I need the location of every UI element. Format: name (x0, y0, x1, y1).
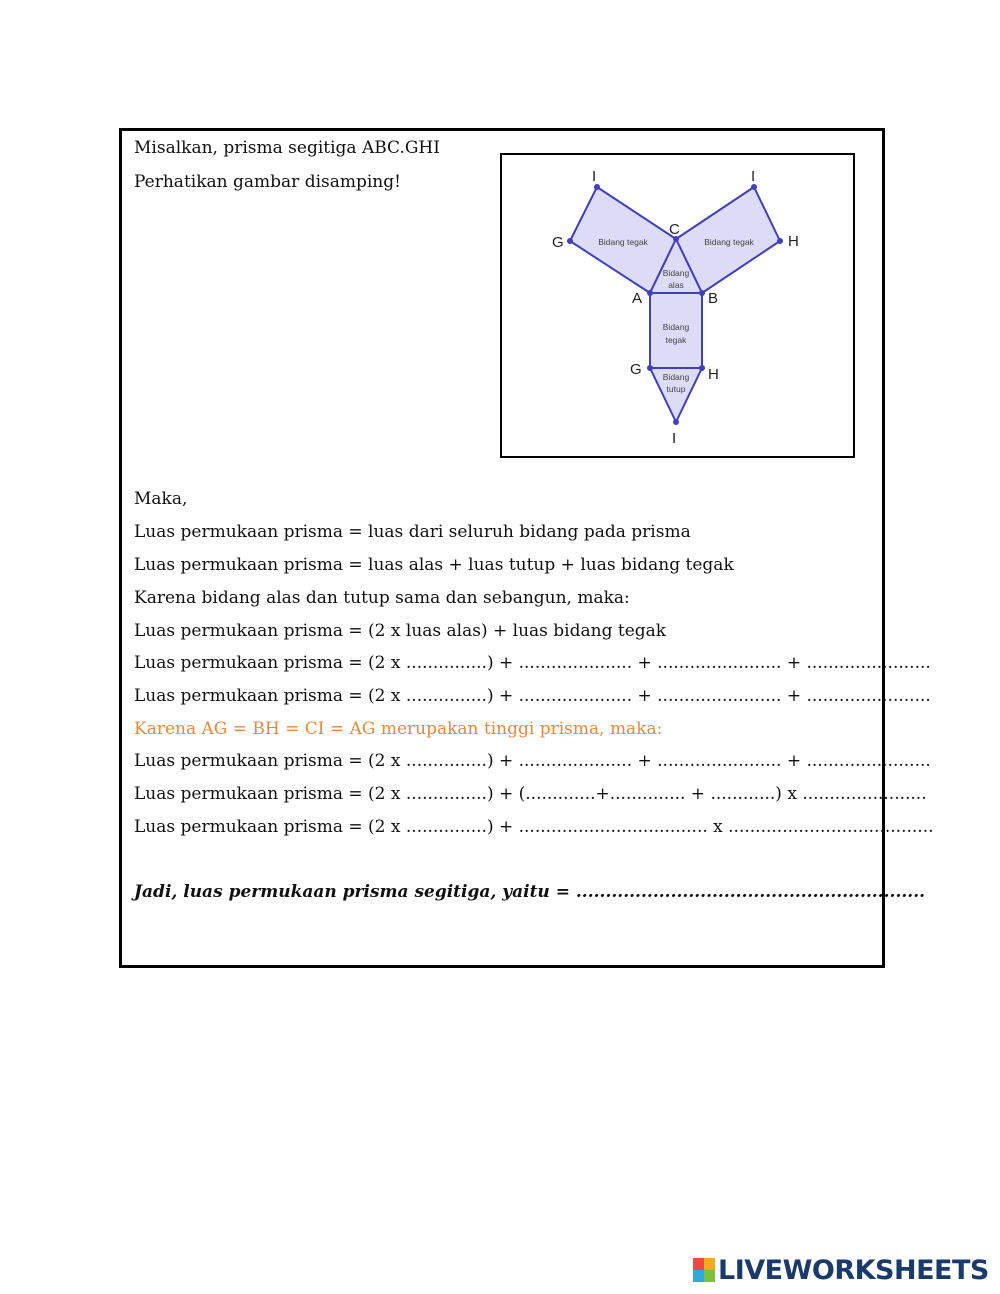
label-G-bottom: G (630, 361, 642, 378)
label-I-bottom: I (672, 430, 677, 447)
label-C: C (669, 221, 680, 238)
formula-line-3: Luas permukaan prisma = (2 x luas alas) + luas bidang tegak (134, 621, 667, 641)
label-I-right: I (751, 168, 756, 185)
face-label-alas-2: alas (668, 280, 684, 290)
label-H-bottom: H (708, 366, 719, 383)
intro-line: Misalkan, prisma segitiga ABC.GHI (134, 138, 440, 158)
prism-net-figure (500, 153, 855, 458)
face-label-mid-1: Bidang (662, 322, 690, 332)
formula-line-1: Luas permukaan prisma = luas dari seluruh bidang pada prisma (134, 522, 691, 542)
face-label-tegak-left: Bidang tegak (598, 237, 648, 247)
face-label-tutup-1: Bidang (662, 372, 690, 382)
logo-mark-icon (693, 1258, 715, 1282)
fill-line-2[interactable]: Luas permukaan prisma = (2 x ...............) + ..................... + ....................... + ....................... (134, 686, 931, 706)
face-label-mid-2: tegak (665, 335, 687, 345)
face-label-tegak-right: Bidang tegak (704, 237, 754, 247)
label-G-left: G (552, 234, 564, 251)
face-label-tutup-2: tutup (666, 384, 686, 394)
label-I-left: I (592, 168, 597, 185)
logo-text: LIVEWORKSHEETS (718, 1254, 989, 1286)
label-H-right: H (788, 233, 799, 250)
formula-line-2: Luas permukaan prisma = luas alas + luas tutup + luas bidang tegak (134, 555, 734, 575)
liveworksheets-logo (693, 1255, 989, 1285)
prism-net-diagram (502, 155, 853, 456)
fill-line-4[interactable]: Luas permukaan prisma = (2 x ...............) + (.............+.............. + ............) x ....................... (134, 784, 927, 804)
label-A: A (632, 290, 643, 307)
instruction-line: Perhatikan gambar disamping! (134, 172, 401, 192)
label-B: B (708, 290, 719, 307)
face-label-alas-1: Bidang (662, 268, 690, 278)
conclusion-line[interactable]: Jadi, luas permukaan prisma segitiga, yaitu = ........................................................... (134, 882, 926, 902)
explanation-line: Karena bidang alas dan tutup sama dan sebangun, maka: (134, 588, 630, 608)
fill-line-1[interactable]: Luas permukaan prisma = (2 x ...............) + ..................... + ....................... + ....................... (134, 653, 931, 673)
height-note-line: Karena AG = BH = CI = AG merupakan tinggi prisma, maka: (134, 719, 663, 739)
fill-line-5[interactable]: Luas permukaan prisma = (2 x ...............) + ................................... x ...................................... (134, 817, 934, 837)
fill-line-3[interactable]: Luas permukaan prisma = (2 x ...............) + ..................... + ....................... + ....................... (134, 751, 931, 771)
maka-line: Maka, (134, 489, 188, 509)
